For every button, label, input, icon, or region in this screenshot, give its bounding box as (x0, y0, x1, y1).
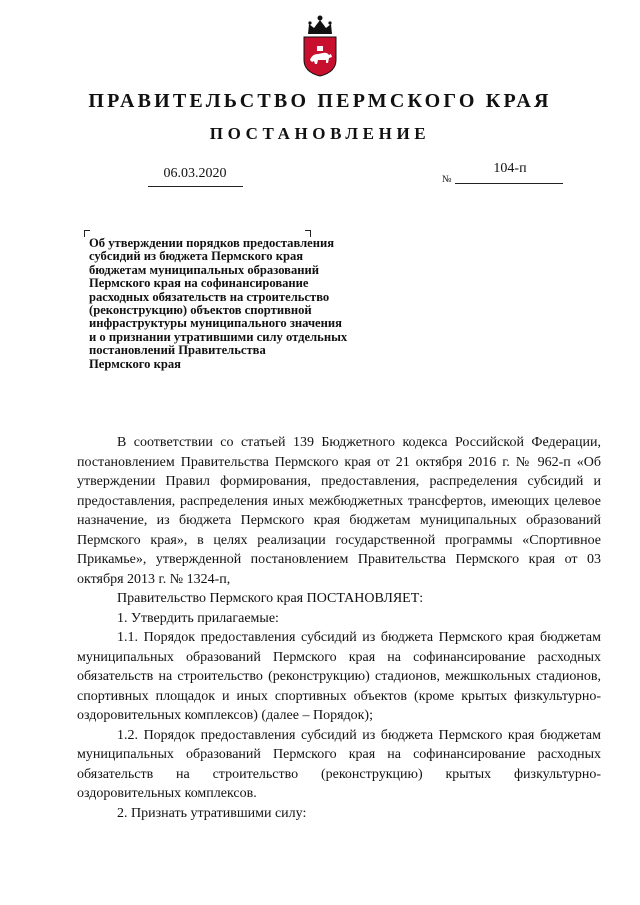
document-body (77, 433, 601, 823)
subject-line: постановлений Правительства (89, 343, 266, 358)
subject-line: субсидий из бюджета Пермского края (89, 249, 304, 264)
subject-line: Об утверждении порядков предоставления (89, 236, 335, 250)
item-1-2-paragraph: 1.2. Порядок предоставления субсидий из бюджета Пермского края бюджетам муниципальных образований Пермского края на софинансирование расходных обязательств на строительство (реконструкцию) крытых физкультурно-оздоровительных комплексов. (77, 727, 601, 801)
document-number: 104-п (493, 161, 527, 176)
government-title: ПРАВИТЕЛЬСТВО ПЕРМСКОГО КРАЯ (88, 90, 552, 112)
subject-line: Пермского края на софинансирование (89, 276, 309, 291)
preamble-paragraph: В соответствии со статьей 139 Бюджетного кодекса Российской Федерации, постановлением Правительства Пермского края от 21 октября 2016 г. № 962-п «Об утверждении Правил формирования, предоставления, распределения субсидий и предоставления, распределения иных межбюджетных трансфертов, имеющих целевое назначение, из бюджета Пермского края бюджетам муниципальных образований Пермского края», в целях реализации государственной программы «Спортивное Прикамье», утвержденной постановлением Правительства Пермского края от 03 октября 2013 г. № 1324-п, (77, 435, 601, 587)
item-2-paragraph: 2. Признать утратившими силу: (117, 805, 307, 821)
crown-icon (308, 16, 332, 35)
number-underline (455, 183, 563, 184)
gospel-icon (317, 46, 323, 51)
decree-paragraph: Правительство Пермского края ПОСТАНОВЛЯЕТ: (117, 591, 424, 606)
date-underline (148, 186, 243, 187)
item-1-1-paragraph: 1.1. Порядок предоставления субсидий из бюджета Пермского края бюджетам муниципальных образований Пермского края на софинансирование расходных обязательств на строительство (реконструкцию) стадионов, межшкольных стадионов, спортивных площадок и иных спортивных объектов (кроме крытых физкультурно-оздоровительных комплексов) (далее – Порядок); (77, 630, 601, 723)
subject-line: инфраструктуры муниципального значения (89, 316, 342, 331)
document-subject (89, 237, 409, 371)
subject-line: и о признании утратившими силу отдельных (89, 329, 348, 344)
subject-line: Пермского края (89, 356, 181, 371)
subject-line: бюджетам муниципальных образований (89, 262, 320, 277)
item-1-paragraph: 1. Утвердить прилагаемые: (117, 610, 279, 626)
subject-line: (реконструкцию) объектов спортивной (89, 303, 312, 318)
document-date: 06.03.2020 (163, 166, 227, 181)
perm-coat-of-arms-icon (301, 12, 339, 78)
document-type: ПОСТАНОВЛЕНИЕ (209, 124, 431, 143)
number-sign: № (442, 174, 452, 185)
subject-line: расходных обязательств на строительство (89, 289, 330, 304)
